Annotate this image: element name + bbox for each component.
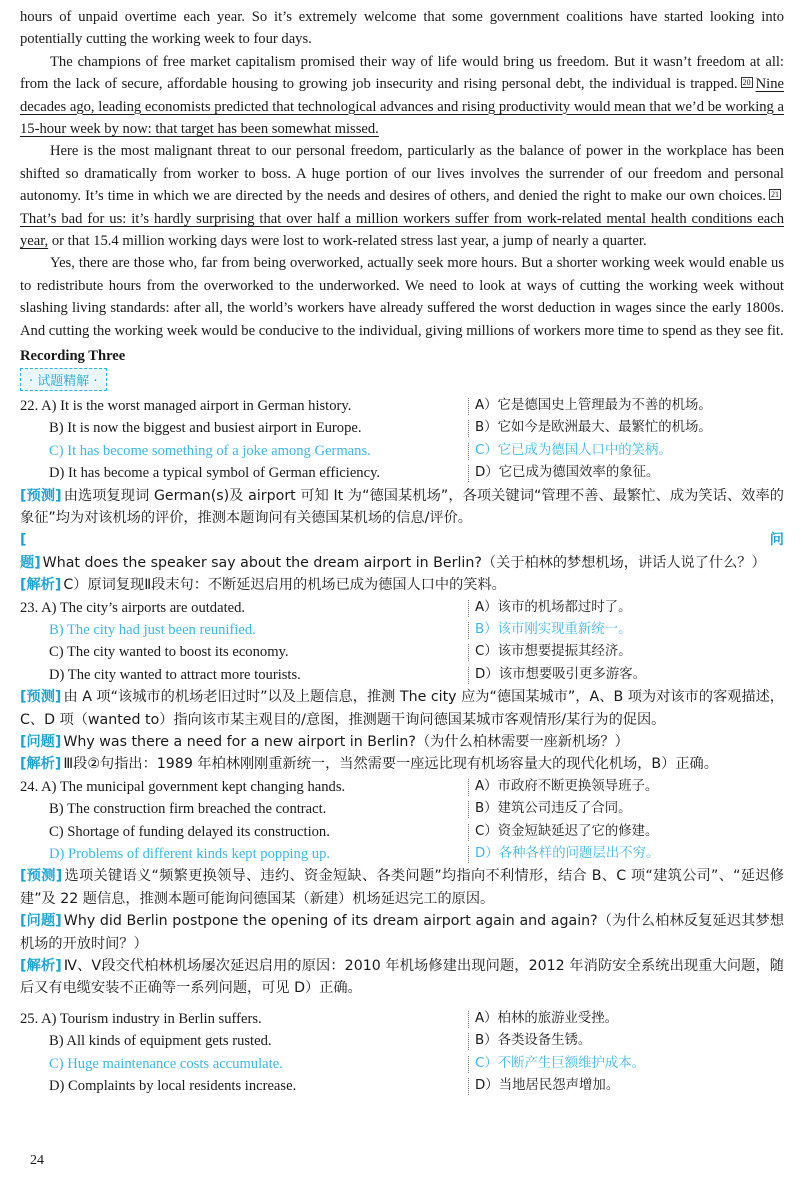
- question-option-row: [20, 776, 784, 798]
- option-english: D) The city wanted to attract more tourists.: [49, 666, 301, 683]
- note-tag: [解析]: [20, 577, 62, 594]
- option-english: B) The city had just been reunified.: [49, 622, 256, 639]
- column-divider: [468, 622, 469, 639]
- note-text: Ⅳ、Ⅴ段交代柏林机场屡次延迟启用的原因：2010 年机场修建出现问题，2012 年消防安全系统出现重大问题，随后又有电缆安装不正确等一系列问题，可见 D）正确。: [20, 958, 784, 997]
- question-option-row: [20, 395, 784, 417]
- analysis-note: [20, 574, 784, 596]
- analysis-note: [20, 955, 784, 1000]
- column-divider: [468, 824, 469, 841]
- column-divider: [468, 644, 469, 661]
- spacer: [20, 1000, 784, 1008]
- note-text: What does the speaker say about the dream airport in Berlin?（关于柏林的梦想机场，讲话人说了什么？）: [42, 554, 766, 571]
- question-option-row: [20, 1030, 784, 1052]
- note-tag: [预测]: [20, 868, 63, 885]
- option-chinese: D）各种各样的问题层出不穷。: [475, 846, 660, 862]
- option-chinese: D）它已成为德国效率的象征。: [475, 465, 660, 481]
- option-chinese: A）它是德国史上管理最为不善的机场。: [475, 398, 712, 414]
- question-option-row: [20, 798, 784, 820]
- passage-paragraph-1: hours of unpaid overtime each year. So it’s extremely welcome that some government coalitions have started looking into potentially cutting the working week to four days.: [20, 9, 784, 48]
- note-tag: [预测]: [20, 487, 62, 504]
- column-divider: [468, 1078, 469, 1095]
- passage-paragraph-3: [20, 140, 784, 252]
- column-divider: [468, 779, 469, 796]
- note-tag: [问题]: [20, 532, 784, 571]
- note-text: Why was there a need for a new airport in Berlin?（为什么柏林需要一座新机场？）: [63, 734, 629, 751]
- option-chinese: C）不断产生巨额维护成本。: [475, 1055, 646, 1071]
- column-divider: [468, 1056, 469, 1073]
- option-english: 24. A) The municipal government kept changing hands.: [20, 778, 346, 795]
- option-chinese: B）各类设备生锈。: [475, 1033, 592, 1049]
- option-chinese: A）该市的机场都过时了。: [475, 599, 632, 615]
- note-tag: [解析]: [20, 756, 62, 773]
- option-chinese: B）它如今是欧洲最大、最繁忙的机场。: [475, 420, 712, 436]
- option-english: 23. A) The city’s airports are outdated.: [20, 599, 246, 616]
- question-option-row: [20, 1053, 784, 1075]
- option-chinese: C）该市想要提振其经济。: [475, 644, 632, 660]
- option-english: B) It is now the biggest and busiest airport in Europe.: [49, 420, 362, 437]
- question-option-row: [20, 843, 784, 865]
- analysis-note: [20, 686, 784, 731]
- column-divider: [468, 600, 469, 617]
- analysis-note: [20, 731, 784, 753]
- option-english: B) The construction firm breached the contract.: [49, 801, 327, 818]
- note-text: C）原词复现Ⅱ段末句：不断延迟启用的机场已成为德国人口中的笑料。: [63, 577, 506, 594]
- question-option-row: [20, 821, 784, 843]
- option-english: D) Problems of different kinds kept popping up.: [49, 846, 331, 863]
- column-divider: [468, 801, 469, 818]
- column-divider: [468, 398, 469, 415]
- note-tag: [解析]: [20, 958, 62, 975]
- question-option-row: [20, 664, 784, 686]
- question-marker-21: 21: [771, 190, 779, 200]
- note-tag: [问题]: [20, 734, 62, 751]
- note-text: 由 A 项“该城市的机场老旧过时”以及上题信息，推测 The city 应为“德国某城市”，A、B 项为对该市的客观描述，C、D 项（wanted to）指向该市某主观目的/意图，推测题干询问德国某城市客观情形/某行为的促因。: [20, 689, 784, 728]
- column-divider: [468, 846, 469, 863]
- option-english: B) All kinds of equipment gets rusted.: [49, 1033, 272, 1050]
- column-divider: [468, 465, 469, 482]
- question-option-row: [20, 597, 784, 619]
- question-option-row: [20, 1008, 784, 1030]
- note-tag: [问题]: [20, 913, 62, 930]
- question-option-row: [20, 641, 784, 663]
- option-chinese: A）市政府不断更换领导班子。: [475, 778, 659, 794]
- option-english: D) Complaints by local residents increase.: [49, 1078, 297, 1095]
- paragraph-3-end: or that 15.4 million working days were lost to work-related stress last year, a jump of nearly a quarter.: [48, 233, 647, 250]
- option-chinese: D）当地居民怨声增加。: [475, 1078, 620, 1094]
- question-option-row: [20, 1075, 784, 1097]
- option-english: 25. A) Tourism industry in Berlin suffers.: [20, 1010, 262, 1027]
- analysis-note: [20, 865, 784, 910]
- analysis-note: [20, 753, 784, 775]
- option-english: C) The city wanted to boost its economy.: [49, 644, 289, 661]
- option-english: C) Shortage of funding delayed its construction.: [49, 823, 330, 840]
- underlined-sentence-21: That’s bad for us: it’s hardly surprising that over half a million workers suffer from work-related mental health conditions each year,: [20, 210, 784, 250]
- option-english: C) Huge maintenance costs accumulate.: [49, 1055, 283, 1072]
- question-option-row: [20, 440, 784, 462]
- note-text: Why did Berlin postpone the opening of its dream airport again and again?（为什么柏林反复延迟其梦想机场的开放时间？）: [20, 913, 785, 952]
- column-divider: [468, 1011, 469, 1028]
- option-chinese: B）建筑公司违反了合同。: [475, 801, 632, 817]
- option-chinese: C）资金短缺延迟了它的修建。: [475, 823, 659, 839]
- analysis-note: [20, 485, 784, 530]
- questions-list: [20, 395, 784, 1097]
- note-tag: [预测]: [20, 689, 62, 706]
- underlined-sentence-20: Nine decades ago, leading economists predicted that technological advances and rising productivity would mean that we’d be working a 15-hour week by now: that target has been somewhat missed.: [20, 76, 784, 138]
- column-divider: [468, 667, 469, 684]
- note-text: 选项关键语义“频繁更换领导、违约、资金短缺、各类问题”均指向不利情形，结合 B、C 项“建筑公司”、“延迟修建”及 22 题信息，推测本题可能询问德国某（新建）机场延迟完工的原因。: [20, 868, 784, 907]
- option-chinese: D）该市想要吸引更多游客。: [475, 666, 646, 682]
- column-divider: [468, 1033, 469, 1050]
- column-divider: [468, 420, 469, 437]
- option-chinese: B）该市刚实现重新统一。: [475, 622, 632, 638]
- option-chinese: C）它已成为德国人口中的笑柄。: [475, 442, 672, 458]
- option-english: D) It has become a typical symbol of German efficiency.: [49, 465, 381, 482]
- option-english: 22. A) It is the worst managed airport in German history.: [20, 398, 352, 415]
- paragraph-3-text: Here is the most malignant threat to our personal freedom, particularly as the balance of power in the workplace has been shifted so dramatically from worker to boss. A huge portion of our lives involves the surrender of our freedom and personal autonomy. It’s time in which we are directed by the needs and desires of others, and denied the right to make our own choices.: [20, 143, 784, 205]
- analysis-note: [20, 529, 784, 574]
- question-option-row: [20, 462, 784, 484]
- note-text: 由选项复现词 German(s)及 airport 可知 It 为“德国某机场”，各项关键词“管理不善、最繁忙、成为笑话、效率的象征”均为对该机场的评价，推测本题询问有关德国某机场的信息/评价。: [20, 487, 784, 527]
- question-option-row: [20, 417, 784, 439]
- note-text: Ⅲ段②句指出：1989 年柏林刚刚重新统一，当然需要一座远比现有机场容量大的现代化机场，B）正确。: [63, 756, 718, 773]
- passage-paragraph-2: [20, 51, 784, 141]
- section-badge: · 试题精解 ·: [20, 368, 107, 391]
- analysis-note: [20, 910, 784, 955]
- page-content: [20, 6, 784, 1097]
- passage-paragraph-4: Yes, there are those who, far from being overworked, actually seek more hours. But a shorter working week would enable us to redistribute hours from the overworked to the underworked. We need to look at ways of cutting the working week without slashing living standards: after all, the world’s workers have already suffered the worst deduction in wages since the early 1800s. And cutting the working week would be conducive to the individual, giving millions of workers more time to spend as they see fit.: [20, 255, 784, 339]
- page-number: 24: [30, 1153, 44, 1168]
- question-marker-20: 20: [742, 78, 751, 88]
- option-chinese: A）柏林的旅游业受挫。: [475, 1010, 619, 1026]
- question-option-row: [20, 619, 784, 641]
- option-english: C) It has become something of a joke among Germans.: [49, 442, 371, 459]
- column-divider: [468, 443, 469, 460]
- section-title: Recording Three: [20, 348, 126, 365]
- paragraph-2-text: The champions of free market capitalism promised their way of life would bring us freedom. But it wasn’t freedom at all: from the lack of secure, affordable housing to growing job insecurity and rising personal debt, the individual is trapped.: [20, 53, 784, 93]
